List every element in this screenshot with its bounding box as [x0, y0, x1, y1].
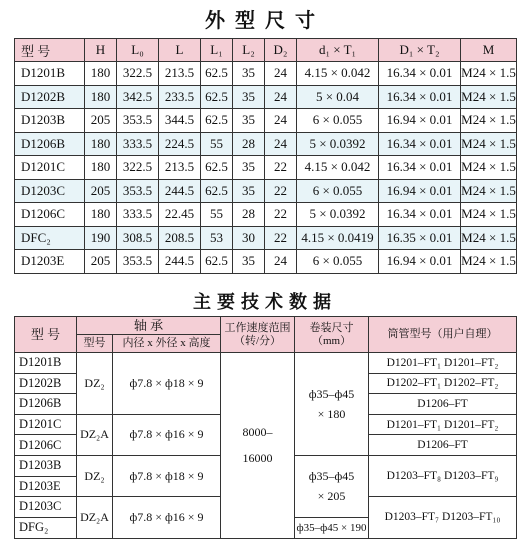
dimension-value-cell: 62.5	[201, 250, 233, 274]
dimensions-table	[14, 38, 517, 274]
dimensions-header-cell: M	[461, 39, 517, 62]
package-size-cell: ф35–ф45 × 190	[295, 517, 369, 538]
dimension-value-cell: 344.5	[159, 109, 201, 133]
package-size-cell	[295, 455, 369, 517]
dimensions-row	[15, 203, 517, 227]
package-size-diameter: ф35–ф45	[308, 469, 355, 484]
dimension-value-cell: 205	[85, 250, 117, 274]
dimension-value-cell: 353.5	[117, 250, 159, 274]
dimension-value-cell: 16.94 × 0.01	[379, 179, 461, 203]
dimension-value-cell: 53	[201, 226, 233, 250]
dimensions-row	[15, 132, 517, 156]
pipe-model-cell: D1203–FT₈ D1203–FT₉	[369, 455, 517, 496]
spec-model-cell: DFG₂	[15, 517, 77, 538]
bearing-dims-cell: ф7.8 × ф18 × 9	[113, 353, 221, 415]
dimension-value-cell: 16.34 × 0.01	[379, 85, 461, 109]
dimension-value-cell: 180	[85, 62, 117, 86]
dimension-value-cell: 5 × 0.04	[297, 85, 379, 109]
dimension-value-cell: 35	[233, 250, 265, 274]
dimension-value-cell: M24 × 1.5	[461, 132, 517, 156]
bearing-model-cell: DZ₂A	[77, 497, 113, 539]
package-size-cell	[295, 353, 369, 456]
dimension-value-cell: 62.5	[201, 179, 233, 203]
bearing-dims-cell: ф7.8 × ф16 × 9	[113, 414, 221, 455]
dimension-value-cell: 62.5	[201, 85, 233, 109]
dimension-value-cell: 24	[265, 132, 297, 156]
model-cell: D1202B	[15, 85, 85, 109]
dimension-value-cell: 35	[233, 85, 265, 109]
dimension-value-cell: 333.5	[117, 132, 159, 156]
dimension-value-cell: 55	[201, 132, 233, 156]
dimension-value-cell: 24	[265, 85, 297, 109]
dimension-value-cell: M24 × 1.5	[461, 179, 517, 203]
spec-header-bearing-model: 型号	[77, 335, 113, 353]
dimension-value-cell: 28	[233, 203, 265, 227]
dimension-value-cell: 333.5	[117, 203, 159, 227]
dimension-value-cell: 22	[265, 156, 297, 180]
dimensions-header-cell: L₁	[201, 39, 233, 62]
dimension-value-cell: 233.5	[159, 85, 201, 109]
dimension-value-cell: M24 × 1.5	[461, 62, 517, 86]
spec-model-cell: D1203E	[15, 476, 77, 497]
dimension-value-cell: 22.45	[159, 203, 201, 227]
dimensions-row	[15, 85, 517, 109]
dimension-value-cell: 4.15 × 0.042	[297, 156, 379, 180]
dimensions-title: 外型尺寸	[205, 8, 325, 32]
dimension-value-cell: 322.5	[117, 62, 159, 86]
dimension-value-cell: 190	[85, 226, 117, 250]
spec-header-size: 卷装尺寸（mm）	[295, 317, 369, 353]
pipe-model-cell: D1201–FT₁ D1201–FT₂	[369, 414, 517, 435]
package-size-length: × 180	[317, 406, 346, 421]
spec-header-bearing-dims: 内径 x 外径 x 高度	[113, 335, 221, 353]
dimension-value-cell: 308.5	[117, 226, 159, 250]
dimension-value-cell: 35	[233, 62, 265, 86]
bearing-dims-cell: ф7.8 × ф18 × 9	[113, 455, 221, 496]
speed-range-cell	[221, 353, 295, 539]
dimension-value-cell: 224.5	[159, 132, 201, 156]
dimension-value-cell: 16.34 × 0.01	[379, 132, 461, 156]
dimension-value-cell: 213.5	[159, 156, 201, 180]
pipe-model-cell: D1201–FT₁ D1201–FT₂	[369, 353, 517, 374]
dimensions-header-cell: H	[85, 39, 117, 62]
spec-header-speed: 工作速度范围（转/分）	[221, 317, 295, 353]
dimension-value-cell: 35	[233, 179, 265, 203]
dimension-value-cell: M24 × 1.5	[461, 156, 517, 180]
dimension-value-cell: 16.34 × 0.01	[379, 62, 461, 86]
dimension-value-cell: 55	[201, 203, 233, 227]
dimension-value-cell: 62.5	[201, 109, 233, 133]
dimension-value-cell: 6 × 0.055	[297, 250, 379, 274]
dimension-value-cell: 213.5	[159, 62, 201, 86]
dimension-value-cell: 342.5	[117, 85, 159, 109]
dimension-value-cell: 180	[85, 132, 117, 156]
spec-header-model: 型 号	[15, 317, 77, 353]
dimension-value-cell: 180	[85, 85, 117, 109]
model-cell: DFC₂	[15, 226, 85, 250]
dimensions-row	[15, 62, 517, 86]
dimension-value-cell: 28	[233, 132, 265, 156]
dimension-value-cell: M24 × 1.5	[461, 85, 517, 109]
spec-header-pipe: 筒管型号（用户自理）	[369, 317, 517, 353]
bearing-model-cell: DZ₂A	[77, 414, 113, 455]
dimension-value-cell: 353.5	[117, 179, 159, 203]
dimension-value-cell: 5 × 0.0392	[297, 203, 379, 227]
spec-model-cell: D1203C	[15, 497, 77, 518]
specs-table	[14, 316, 517, 539]
dimension-value-cell: 35	[233, 156, 265, 180]
model-cell: D1206C	[15, 203, 85, 227]
dimensions-header-cell: L₂	[233, 39, 265, 62]
dimension-value-cell: 16.34 × 0.01	[379, 203, 461, 227]
spec-model-cell: D1201C	[15, 414, 77, 435]
dimension-value-cell: 62.5	[201, 156, 233, 180]
dimension-value-cell: 180	[85, 156, 117, 180]
dimension-value-cell: 16.35 × 0.01	[379, 226, 461, 250]
dimensions-row	[15, 156, 517, 180]
package-size-diameter: ф35–ф45	[308, 386, 355, 401]
dimensions-row	[15, 179, 517, 203]
dimensions-header-cell: d₁ × T₁	[297, 39, 379, 62]
dimension-value-cell: M24 × 1.5	[461, 226, 517, 250]
dimension-value-cell: M24 × 1.5	[461, 250, 517, 274]
spec-model-cell: D1203B	[15, 455, 77, 476]
model-cell: D1206B	[15, 132, 85, 156]
dimension-value-cell: 205	[85, 109, 117, 133]
dimension-value-cell: 16.34 × 0.01	[379, 156, 461, 180]
dimensions-header-cell: 型 号	[15, 39, 85, 62]
dimension-value-cell: 30	[233, 226, 265, 250]
dimension-value-cell: 6 × 0.055	[297, 179, 379, 203]
dimension-value-cell: 205	[85, 179, 117, 203]
pipe-model-cell: D1203–FT₇ D1203–FT₁₀	[369, 497, 517, 539]
dimension-value-cell: 244.5	[159, 250, 201, 274]
dimensions-header-row	[15, 39, 517, 62]
pipe-model-cell: D1202–FT₁ D1202–FT₂	[369, 373, 517, 394]
dimension-value-cell: 16.94 × 0.01	[379, 250, 461, 274]
speed-max: 16000	[242, 451, 273, 466]
model-cell: D1203B	[15, 109, 85, 133]
dimension-value-cell: 180	[85, 203, 117, 227]
dimension-value-cell: 24	[265, 250, 297, 274]
bearing-model-cell: DZ₂	[77, 455, 113, 496]
bearing-dims-cell: ф7.8 × ф16 × 9	[113, 497, 221, 539]
speed-min: 8000–	[242, 425, 273, 440]
dimension-value-cell: 4.15 × 0.0419	[297, 226, 379, 250]
dimension-value-cell: 22	[265, 226, 297, 250]
dimension-value-cell: 22	[265, 203, 297, 227]
spec-model-cell: D1206C	[15, 435, 77, 456]
model-cell: D1201C	[15, 156, 85, 180]
dimensions-row	[15, 250, 517, 274]
dimension-value-cell: 4.15 × 0.042	[297, 62, 379, 86]
dimension-value-cell: 35	[233, 109, 265, 133]
dimensions-row	[15, 109, 517, 133]
dimension-value-cell: 5 × 0.0392	[297, 132, 379, 156]
dimension-value-cell: M24 × 1.5	[461, 109, 517, 133]
dimension-value-cell: 22	[265, 179, 297, 203]
dimension-value-cell: M24 × 1.5	[461, 203, 517, 227]
dimension-value-cell: 24	[265, 62, 297, 86]
pipe-model-cell: D1206–FT	[369, 435, 517, 456]
dimensions-header-cell: L₀	[117, 39, 159, 62]
spec-header-bearing: 轴 承	[77, 317, 221, 335]
dimensions-header-cell: D₂	[265, 39, 297, 62]
dimension-value-cell: 6 × 0.055	[297, 109, 379, 133]
package-size-length: × 205	[317, 489, 346, 504]
dimension-value-cell: 208.5	[159, 226, 201, 250]
specs-title: 主要技术数据	[193, 292, 337, 313]
dimensions-header-cell: L	[159, 39, 201, 62]
dimension-value-cell: 16.94 × 0.01	[379, 109, 461, 133]
model-cell: D1201B	[15, 62, 85, 86]
dimension-value-cell: 244.5	[159, 179, 201, 203]
spec-model-cell: D1206B	[15, 394, 77, 415]
pipe-model-cell: D1206–FT	[369, 394, 517, 415]
dimension-value-cell: 24	[265, 109, 297, 133]
model-cell: D1203C	[15, 179, 85, 203]
model-cell: D1203E	[15, 250, 85, 274]
bearing-model-cell: DZ₂	[77, 353, 113, 415]
dimensions-row	[15, 226, 517, 250]
spec-model-cell: D1201B	[15, 353, 77, 374]
dimensions-header-cell: D₁ × T₂	[379, 39, 461, 62]
dimension-value-cell: 353.5	[117, 109, 159, 133]
dimension-value-cell: 322.5	[117, 156, 159, 180]
dimension-value-cell: 62.5	[201, 62, 233, 86]
spec-model-cell: D1202B	[15, 373, 77, 394]
